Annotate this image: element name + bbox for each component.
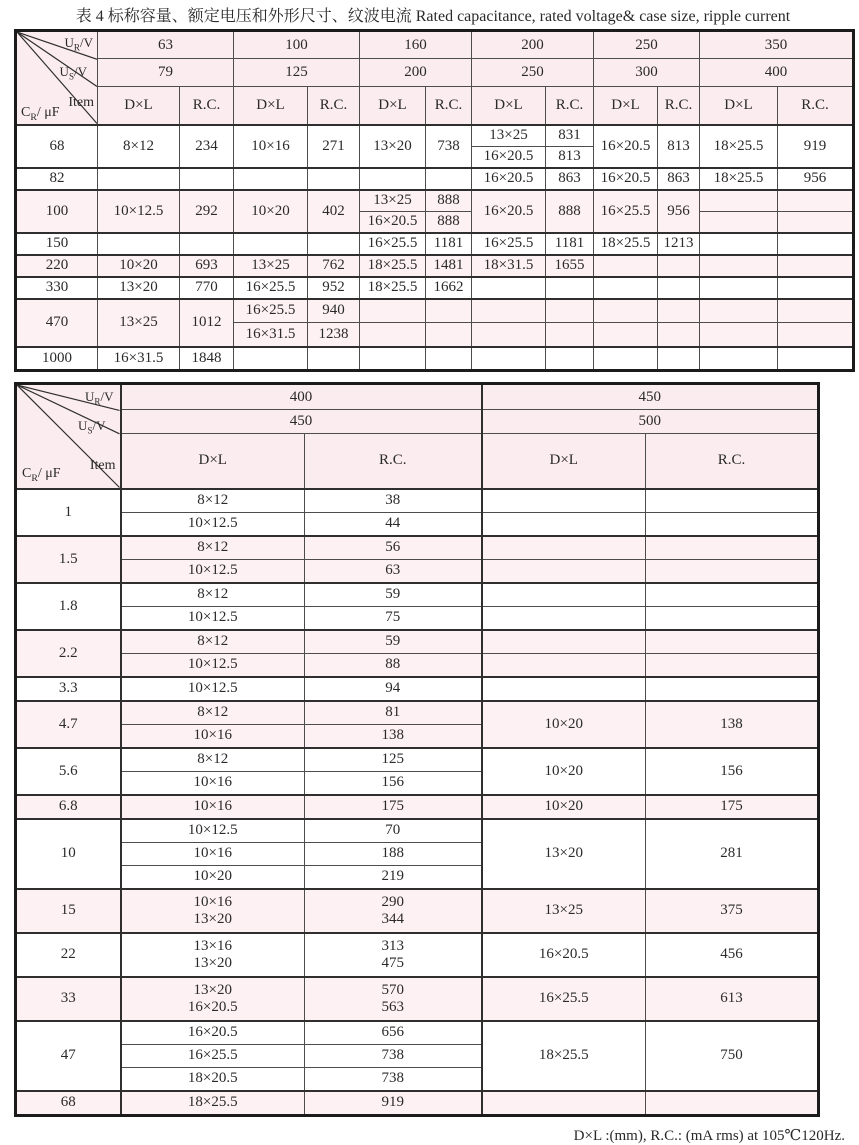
value-cell: 10×20	[482, 701, 646, 748]
value-cell: 16×20.5	[472, 190, 546, 233]
value-cell: 1238	[308, 323, 360, 347]
empty-cell	[778, 347, 854, 371]
empty-cell	[472, 299, 546, 323]
value-cell: 13×25	[482, 889, 646, 933]
value-cell: 16×31.5	[234, 323, 308, 347]
value-cell: 175	[305, 795, 482, 819]
empty-cell	[700, 255, 778, 277]
value-cell: 16×20.5	[594, 125, 658, 168]
table-row	[16, 977, 819, 1021]
value-cell: 10×20	[121, 865, 305, 889]
ratings-table-high-voltage	[14, 382, 820, 1117]
value-cell: 8×12	[121, 536, 305, 560]
table-row	[16, 748, 819, 772]
header-cell: 400	[121, 384, 482, 410]
header-cell: 200	[360, 59, 472, 87]
value-cell: 10×12.5	[121, 512, 305, 536]
empty-cell	[700, 190, 778, 212]
empty-cell	[308, 233, 360, 255]
table-row	[16, 512, 819, 536]
empty-cell	[646, 677, 819, 701]
value-cell: 13×20	[482, 819, 646, 889]
table-row	[16, 795, 819, 819]
empty-cell	[308, 168, 360, 190]
table-row	[16, 277, 854, 299]
value-cell: 16×20.5	[472, 168, 546, 190]
header-cell: R.C.	[308, 87, 360, 125]
value-cell: 16×20.5	[482, 933, 646, 977]
corner-label-us: $U_S/V$	[78, 418, 106, 436]
value-cell: 10×16 13×20	[121, 889, 305, 933]
header-cell: D×L	[700, 87, 778, 125]
value-cell: 8×12	[121, 489, 305, 513]
empty-cell	[700, 277, 778, 299]
empty-cell	[778, 233, 854, 255]
value-cell: 863	[658, 168, 700, 190]
empty-cell	[700, 323, 778, 347]
value-cell: 18×25.5	[121, 1091, 305, 1116]
header-cell: 450	[121, 410, 482, 434]
capacitance-cell: 68	[16, 1091, 121, 1116]
value-cell: 44	[305, 512, 482, 536]
value-cell: 456	[646, 933, 819, 977]
empty-cell	[778, 211, 854, 233]
value-cell: 10×12.5	[121, 677, 305, 701]
value-cell: 402	[308, 190, 360, 233]
value-cell: 10×16	[234, 125, 308, 168]
header-cell: 160	[360, 31, 472, 59]
empty-cell	[472, 277, 546, 299]
empty-cell	[426, 299, 472, 323]
value-cell: 813	[546, 146, 594, 168]
capacitance-cell: 82	[16, 168, 98, 190]
empty-cell	[308, 347, 360, 371]
value-cell: 219	[305, 865, 482, 889]
value-cell: 10×16	[121, 842, 305, 865]
value-cell: 16×20.5	[121, 1021, 305, 1045]
header-cell: R.C.	[646, 434, 819, 489]
capacitance-cell: 220	[16, 255, 98, 277]
empty-cell	[778, 277, 854, 299]
header-cell: D×L	[472, 87, 546, 125]
value-cell: 16×20.5	[594, 168, 658, 190]
capacitance-cell: 470	[16, 299, 98, 347]
empty-cell	[594, 323, 658, 347]
value-cell: 138	[646, 701, 819, 748]
value-cell: 10×12.5	[98, 190, 180, 233]
value-cell: 18×25.5	[482, 1021, 646, 1091]
header-cell: 100	[234, 31, 360, 59]
empty-cell	[594, 255, 658, 277]
header-cell: D×L	[98, 87, 180, 125]
value-cell: 888	[426, 190, 472, 212]
header-row	[16, 87, 854, 125]
value-cell: 863	[546, 168, 594, 190]
table-row	[16, 889, 819, 933]
capacitance-cell: 5.6	[16, 748, 121, 795]
empty-cell	[482, 677, 646, 701]
value-cell: 13×20	[98, 277, 180, 299]
table-title: 表 4 标称容量、额定电压和外形尺寸、纹波电流 Rated capacitance, rated voltage& case size, ripple current	[75, 8, 791, 25]
empty-cell	[472, 347, 546, 371]
value-cell: 125	[305, 748, 482, 772]
value-cell: 16×25.5	[234, 299, 308, 323]
empty-cell	[482, 630, 646, 654]
empty-cell	[658, 255, 700, 277]
value-cell: 63	[305, 559, 482, 583]
value-cell: 156	[646, 748, 819, 795]
capacitance-cell: 22	[16, 933, 121, 977]
empty-cell	[546, 323, 594, 347]
empty-cell	[472, 323, 546, 347]
value-cell: 16×25.5	[234, 277, 308, 299]
capacitance-cell: 100	[16, 190, 98, 233]
header-cell: 500	[482, 410, 819, 434]
empty-cell	[482, 1091, 646, 1116]
value-cell: 10×20	[482, 795, 646, 819]
table-row	[16, 233, 854, 255]
table-row	[16, 559, 819, 583]
header-cell: R.C.	[658, 87, 700, 125]
empty-cell	[646, 489, 819, 513]
empty-cell	[646, 1091, 819, 1116]
header-cell: R.C.	[305, 434, 482, 489]
value-cell: 1181	[546, 233, 594, 255]
corner-label-cr: $C_R/$ μF	[22, 465, 61, 484]
empty-cell	[234, 168, 308, 190]
value-cell: 18×25.5	[700, 125, 778, 168]
header-row	[16, 59, 854, 87]
empty-cell	[482, 606, 646, 630]
value-cell: 18×25.5	[594, 233, 658, 255]
corner-label-item: Item	[89, 458, 116, 473]
table-row	[16, 1021, 819, 1045]
empty-cell	[180, 168, 234, 190]
value-cell: 13×25	[234, 255, 308, 277]
header-row	[16, 434, 819, 489]
header-cell: 250	[594, 31, 700, 59]
value-cell: 10×20	[98, 255, 180, 277]
capacitance-cell: 330	[16, 277, 98, 299]
empty-cell	[360, 323, 426, 347]
value-cell: 16×20.5	[472, 146, 546, 168]
empty-cell	[426, 347, 472, 371]
value-cell: 13×25	[360, 190, 426, 212]
header-cell: R.C.	[778, 87, 854, 125]
table-row	[16, 299, 854, 323]
value-cell: 313 475	[305, 933, 482, 977]
empty-cell	[482, 559, 646, 583]
value-cell: 81	[305, 701, 482, 725]
empty-cell	[482, 583, 646, 607]
value-cell: 10×12.5	[121, 559, 305, 583]
empty-cell	[426, 168, 472, 190]
header-cell: 200	[472, 31, 594, 59]
capacitance-cell: 15	[16, 889, 121, 933]
empty-cell	[778, 190, 854, 212]
value-cell: 18×20.5	[121, 1067, 305, 1091]
header-cell: 250	[472, 59, 594, 87]
table-row	[16, 536, 819, 560]
value-cell: 18×25.5	[360, 277, 426, 299]
value-cell: 13×16 13×20	[121, 933, 305, 977]
value-cell: 1481	[426, 255, 472, 277]
value-cell: 8×12	[121, 701, 305, 725]
value-cell: 888	[426, 211, 472, 233]
header-cell: 350	[700, 31, 854, 59]
empty-cell	[360, 347, 426, 371]
capacitance-cell: 1.8	[16, 583, 121, 630]
header-cell: R.C.	[426, 87, 472, 125]
capacitance-cell: 1	[16, 489, 121, 536]
header-cell: D×L	[360, 87, 426, 125]
empty-cell	[646, 512, 819, 536]
header-row	[16, 384, 819, 410]
value-cell: 375	[646, 889, 819, 933]
table-row	[16, 606, 819, 630]
empty-cell	[658, 347, 700, 371]
value-cell: 94	[305, 677, 482, 701]
value-cell: 956	[778, 168, 854, 190]
value-cell: 10×20	[234, 190, 308, 233]
value-cell: 813	[658, 125, 700, 168]
value-cell: 16×25.5	[360, 233, 426, 255]
value-cell: 770	[180, 277, 234, 299]
empty-cell	[426, 323, 472, 347]
header-cell: D×L	[482, 434, 646, 489]
empty-cell	[700, 299, 778, 323]
value-cell: 1181	[426, 233, 472, 255]
capacitance-cell: 150	[16, 233, 98, 255]
corner-label-us: $U_S/V$	[59, 64, 87, 82]
value-cell: 831	[546, 125, 594, 147]
value-cell: 13×25	[98, 299, 180, 347]
header-cell: 450	[482, 384, 819, 410]
value-cell: 38	[305, 489, 482, 513]
table-row	[16, 125, 854, 147]
corner-header-cell	[16, 31, 98, 125]
empty-cell	[594, 347, 658, 371]
header-cell: D×L	[234, 87, 308, 125]
value-cell: 188	[305, 842, 482, 865]
header-cell: 63	[98, 31, 234, 59]
table-row	[16, 255, 854, 277]
capacitance-cell: 1000	[16, 347, 98, 371]
empty-cell	[234, 233, 308, 255]
corner-label-item: Item	[68, 95, 94, 110]
empty-cell	[546, 277, 594, 299]
value-cell: 10×16	[121, 771, 305, 795]
value-cell: 16×20.5	[360, 211, 426, 233]
corner-header-cell	[16, 384, 121, 489]
header-cell: 125	[234, 59, 360, 87]
value-cell: 156	[305, 771, 482, 795]
value-cell: 8×12	[121, 583, 305, 607]
table-row	[16, 583, 819, 607]
value-cell: 570 563	[305, 977, 482, 1021]
header-cell: D×L	[594, 87, 658, 125]
table-row	[16, 677, 819, 701]
value-cell: 952	[308, 277, 360, 299]
empty-cell	[482, 489, 646, 513]
empty-cell	[658, 299, 700, 323]
empty-cell	[700, 347, 778, 371]
table-row	[16, 168, 854, 190]
header-row	[16, 410, 819, 434]
empty-cell	[594, 299, 658, 323]
empty-cell	[98, 233, 180, 255]
value-cell: 1213	[658, 233, 700, 255]
empty-cell	[658, 323, 700, 347]
empty-cell	[700, 233, 778, 255]
capacitance-cell: 68	[16, 125, 98, 168]
value-cell: 888	[546, 190, 594, 233]
value-cell: 919	[778, 125, 854, 168]
capacitance-cell: 47	[16, 1021, 121, 1091]
value-cell: 18×25.5	[700, 168, 778, 190]
value-cell: 16×25.5	[482, 977, 646, 1021]
header-cell: 400	[700, 59, 854, 87]
table-row	[16, 347, 854, 371]
empty-cell	[646, 606, 819, 630]
value-cell: 88	[305, 653, 482, 677]
empty-cell	[646, 653, 819, 677]
value-cell: 738	[426, 125, 472, 168]
value-cell: 10×12.5	[121, 653, 305, 677]
value-cell: 956	[658, 190, 700, 233]
empty-cell	[234, 347, 308, 371]
empty-cell	[482, 653, 646, 677]
value-cell: 10×12.5	[121, 606, 305, 630]
empty-cell	[360, 299, 426, 323]
value-cell: 59	[305, 583, 482, 607]
capacitance-cell: 6.8	[16, 795, 121, 819]
capacitance-cell: 10	[16, 819, 121, 889]
table-row	[16, 190, 854, 212]
header-cell: 300	[594, 59, 700, 87]
capacitance-cell: 3.3	[16, 677, 121, 701]
table-row	[16, 489, 819, 513]
empty-cell	[646, 536, 819, 560]
empty-cell	[646, 583, 819, 607]
value-cell: 234	[180, 125, 234, 168]
value-cell: 16×31.5	[98, 347, 180, 371]
value-cell: 16×25.5	[121, 1044, 305, 1067]
value-cell: 16×25.5	[472, 233, 546, 255]
value-cell: 738	[305, 1067, 482, 1091]
corner-label-ur: $U_R/V$	[85, 389, 114, 407]
value-cell: 75	[305, 606, 482, 630]
empty-cell	[360, 168, 426, 190]
empty-cell	[646, 630, 819, 654]
corner-label-ur: $U_R/V$	[64, 35, 93, 53]
table-row	[16, 630, 819, 654]
value-cell: 271	[308, 125, 360, 168]
table-row	[16, 933, 819, 977]
value-cell: 1012	[180, 299, 234, 347]
empty-cell	[778, 323, 854, 347]
value-cell: 13×25	[472, 125, 546, 147]
value-cell: 10×16	[121, 724, 305, 748]
header-cell: R.C.	[180, 87, 234, 125]
value-cell: 138	[305, 724, 482, 748]
header-cell: D×L	[121, 434, 305, 489]
value-cell: 738	[305, 1044, 482, 1067]
value-cell: 750	[646, 1021, 819, 1091]
value-cell: 290 344	[305, 889, 482, 933]
empty-cell	[778, 255, 854, 277]
value-cell: 10×16	[121, 795, 305, 819]
value-cell: 56	[305, 536, 482, 560]
value-cell: 762	[308, 255, 360, 277]
value-cell: 940	[308, 299, 360, 323]
value-cell: 281	[646, 819, 819, 889]
value-cell: 70	[305, 819, 482, 843]
value-cell: 656	[305, 1021, 482, 1045]
empty-cell	[482, 512, 646, 536]
value-cell: 59	[305, 630, 482, 654]
capacitance-cell: 1.5	[16, 536, 121, 583]
table-row	[16, 653, 819, 677]
value-cell: 1848	[180, 347, 234, 371]
empty-cell	[594, 277, 658, 299]
value-cell: 18×31.5	[472, 255, 546, 277]
header-row	[16, 31, 854, 59]
value-cell: 613	[646, 977, 819, 1021]
empty-cell	[482, 536, 646, 560]
empty-cell	[646, 559, 819, 583]
value-cell: 13×20 16×20.5	[121, 977, 305, 1021]
value-cell: 8×12	[121, 630, 305, 654]
corner-label-cr: $C_R/$ μF	[21, 104, 60, 123]
value-cell: 10×12.5	[121, 819, 305, 843]
empty-cell	[180, 233, 234, 255]
value-cell: 18×25.5	[360, 255, 426, 277]
empty-cell	[546, 347, 594, 371]
table-row	[16, 819, 819, 843]
value-cell: 10×20	[482, 748, 646, 795]
footnote: D×L :(mm), R.C.: (mA rms) at 105℃120Hz.	[573, 1127, 845, 1144]
value-cell: 16×25.5	[594, 190, 658, 233]
header-cell: R.C.	[546, 87, 594, 125]
value-cell: 1655	[546, 255, 594, 277]
capacitance-cell: 4.7	[16, 701, 121, 748]
capacitance-cell: 33	[16, 977, 121, 1021]
value-cell: 292	[180, 190, 234, 233]
value-cell: 175	[646, 795, 819, 819]
value-cell: 919	[305, 1091, 482, 1116]
table-row	[16, 701, 819, 725]
capacitance-cell: 2.2	[16, 630, 121, 677]
table-row	[16, 1091, 819, 1116]
value-cell: 1662	[426, 277, 472, 299]
value-cell: 693	[180, 255, 234, 277]
empty-cell	[700, 211, 778, 233]
empty-cell	[658, 277, 700, 299]
empty-cell	[98, 168, 180, 190]
ratings-table-low-voltage	[14, 29, 855, 372]
header-cell: 79	[98, 59, 234, 87]
empty-cell	[546, 299, 594, 323]
empty-cell	[778, 299, 854, 323]
value-cell: 8×12	[121, 748, 305, 772]
value-cell: 13×20	[360, 125, 426, 168]
value-cell: 8×12	[98, 125, 180, 168]
